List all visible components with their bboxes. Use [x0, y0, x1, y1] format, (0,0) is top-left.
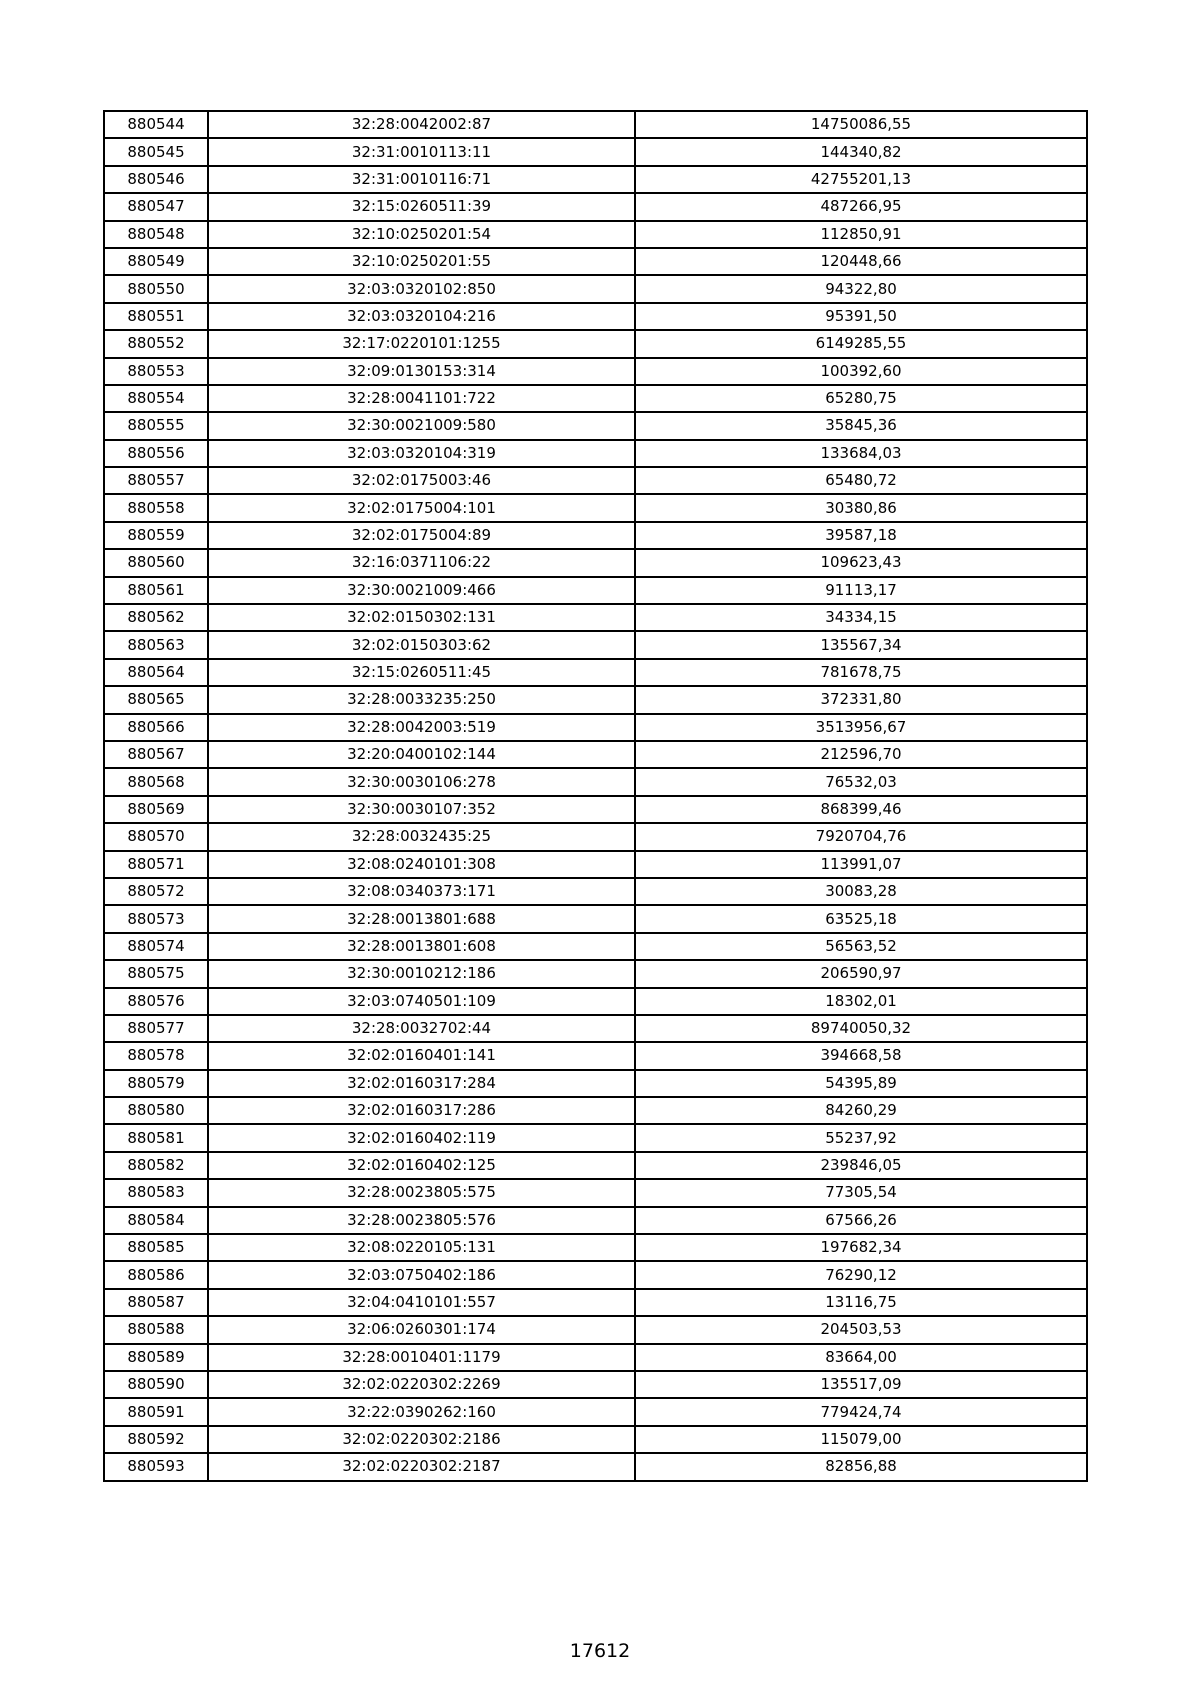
cadastral-number-cell: 32:30:0021009:580	[208, 412, 635, 439]
table-row	[104, 1070, 1087, 1097]
cadastral-number-cell: 32:28:0013801:608	[208, 933, 635, 960]
value-cell: 197682,34	[635, 1234, 1087, 1261]
row-number-cell: 880567	[104, 741, 208, 768]
row-number-cell: 880583	[104, 1179, 208, 1206]
value-cell: 55237,92	[635, 1124, 1087, 1151]
row-number-cell: 880575	[104, 960, 208, 987]
cadastral-number-cell: 32:28:0042002:87	[208, 111, 635, 138]
row-number-cell: 880545	[104, 138, 208, 165]
cadastral-number-cell: 32:28:0032702:44	[208, 1015, 635, 1042]
table-row	[104, 138, 1087, 165]
row-number-cell: 880576	[104, 988, 208, 1015]
row-number-cell: 880558	[104, 494, 208, 521]
cadastral-number-cell: 32:28:0032435:25	[208, 823, 635, 850]
cadastral-number-cell: 32:08:0240101:308	[208, 851, 635, 878]
cadastral-number-cell: 32:30:0021009:466	[208, 577, 635, 604]
value-cell: 779424,74	[635, 1398, 1087, 1425]
table-row	[104, 193, 1087, 220]
table-row	[104, 1453, 1087, 1480]
value-cell: 30380,86	[635, 494, 1087, 521]
value-cell: 7920704,76	[635, 823, 1087, 850]
table-row	[104, 960, 1087, 987]
cadastral-number-cell: 32:28:0041101:722	[208, 385, 635, 412]
cadastral-number-cell: 32:02:0175004:89	[208, 522, 635, 549]
cadastral-number-cell: 32:22:0390262:160	[208, 1398, 635, 1425]
table-row	[104, 604, 1087, 631]
value-cell: 65480,72	[635, 467, 1087, 494]
cadastral-number-cell: 32:02:0160401:141	[208, 1042, 635, 1069]
value-cell: 91113,17	[635, 577, 1087, 604]
cadastral-number-cell: 32:15:0260511:39	[208, 193, 635, 220]
table-row	[104, 796, 1087, 823]
table-row	[104, 275, 1087, 302]
value-cell: 56563,52	[635, 933, 1087, 960]
cadastral-number-cell: 32:03:0320104:216	[208, 303, 635, 330]
value-cell: 89740050,32	[635, 1015, 1087, 1042]
row-number-cell: 880591	[104, 1398, 208, 1425]
value-cell: 3513956,67	[635, 714, 1087, 741]
registry-table	[103, 110, 1088, 1482]
value-cell: 84260,29	[635, 1097, 1087, 1124]
row-number-cell: 880568	[104, 768, 208, 795]
value-cell: 487266,95	[635, 193, 1087, 220]
value-cell: 42755201,13	[635, 166, 1087, 193]
cadastral-number-cell: 32:28:0033235:250	[208, 686, 635, 713]
row-number-cell: 880587	[104, 1289, 208, 1316]
cadastral-number-cell: 32:15:0260511:45	[208, 659, 635, 686]
cadastral-number-cell: 32:02:0220302:2269	[208, 1371, 635, 1398]
table-row	[104, 1398, 1087, 1425]
row-number-cell: 880555	[104, 412, 208, 439]
table-row	[104, 714, 1087, 741]
row-number-cell: 880559	[104, 522, 208, 549]
value-cell: 135567,34	[635, 631, 1087, 658]
table-row	[104, 467, 1087, 494]
cadastral-number-cell: 32:17:0220101:1255	[208, 330, 635, 357]
value-cell: 65280,75	[635, 385, 1087, 412]
value-cell: 113991,07	[635, 851, 1087, 878]
row-number-cell: 880574	[104, 933, 208, 960]
row-number-cell: 880570	[104, 823, 208, 850]
table-row	[104, 522, 1087, 549]
row-number-cell: 880551	[104, 303, 208, 330]
value-cell: 120448,66	[635, 248, 1087, 275]
row-number-cell: 880544	[104, 111, 208, 138]
table-row	[104, 933, 1087, 960]
row-number-cell: 880584	[104, 1207, 208, 1234]
value-cell: 212596,70	[635, 741, 1087, 768]
table-row	[104, 1152, 1087, 1179]
value-cell: 781678,75	[635, 659, 1087, 686]
row-number-cell: 880547	[104, 193, 208, 220]
cadastral-number-cell: 32:02:0160317:286	[208, 1097, 635, 1124]
cadastral-number-cell: 32:30:0030106:278	[208, 768, 635, 795]
row-number-cell: 880585	[104, 1234, 208, 1261]
table-row	[104, 111, 1087, 138]
value-cell: 135517,09	[635, 1371, 1087, 1398]
row-number-cell: 880571	[104, 851, 208, 878]
table-row	[104, 1234, 1087, 1261]
table-row	[104, 905, 1087, 932]
row-number-cell: 880579	[104, 1070, 208, 1097]
table-row	[104, 303, 1087, 330]
table-row	[104, 1042, 1087, 1069]
table-row	[104, 1124, 1087, 1151]
value-cell: 95391,50	[635, 303, 1087, 330]
cadastral-number-cell: 32:16:0371106:22	[208, 549, 635, 576]
table-row	[104, 494, 1087, 521]
table-row	[104, 1289, 1087, 1316]
value-cell: 239846,05	[635, 1152, 1087, 1179]
row-number-cell: 880582	[104, 1152, 208, 1179]
row-number-cell: 880581	[104, 1124, 208, 1151]
row-number-cell: 880549	[104, 248, 208, 275]
table-row	[104, 166, 1087, 193]
value-cell: 372331,80	[635, 686, 1087, 713]
value-cell: 18302,01	[635, 988, 1087, 1015]
row-number-cell: 880552	[104, 330, 208, 357]
row-number-cell: 880588	[104, 1316, 208, 1343]
table-row	[104, 1316, 1087, 1343]
value-cell: 54395,89	[635, 1070, 1087, 1097]
value-cell: 76290,12	[635, 1261, 1087, 1288]
cadastral-number-cell: 32:02:0160402:119	[208, 1124, 635, 1151]
cadastral-number-cell: 32:28:0013801:688	[208, 905, 635, 932]
table-row	[104, 1426, 1087, 1453]
cadastral-number-cell: 32:02:0160317:284	[208, 1070, 635, 1097]
table-row	[104, 1015, 1087, 1042]
row-number-cell: 880572	[104, 878, 208, 905]
row-number-cell: 880593	[104, 1453, 208, 1480]
value-cell: 100392,60	[635, 358, 1087, 385]
table-row	[104, 631, 1087, 658]
row-number-cell: 880578	[104, 1042, 208, 1069]
cadastral-number-cell: 32:02:0175003:46	[208, 467, 635, 494]
row-number-cell: 880546	[104, 166, 208, 193]
table-row	[104, 686, 1087, 713]
row-number-cell: 880548	[104, 221, 208, 248]
row-number-cell: 880565	[104, 686, 208, 713]
value-cell: 30083,28	[635, 878, 1087, 905]
cadastral-number-cell: 32:28:0023805:575	[208, 1179, 635, 1206]
row-number-cell: 880563	[104, 631, 208, 658]
value-cell: 868399,46	[635, 796, 1087, 823]
cadastral-number-cell: 32:30:0030107:352	[208, 796, 635, 823]
cadastral-number-cell: 32:20:0400102:144	[208, 741, 635, 768]
row-number-cell: 880577	[104, 1015, 208, 1042]
table-row	[104, 549, 1087, 576]
value-cell: 133684,03	[635, 440, 1087, 467]
cadastral-number-cell: 32:10:0250201:55	[208, 248, 635, 275]
table-row	[104, 1371, 1087, 1398]
cadastral-number-cell: 32:04:0410101:557	[208, 1289, 635, 1316]
table-row	[104, 1207, 1087, 1234]
row-number-cell: 880586	[104, 1261, 208, 1288]
cadastral-number-cell: 32:02:0160402:125	[208, 1152, 635, 1179]
row-number-cell: 880556	[104, 440, 208, 467]
table-row	[104, 577, 1087, 604]
table-row	[104, 330, 1087, 357]
table-row	[104, 768, 1087, 795]
value-cell: 115079,00	[635, 1426, 1087, 1453]
cadastral-number-cell: 32:09:0130153:314	[208, 358, 635, 385]
table-row	[104, 248, 1087, 275]
value-cell: 67566,26	[635, 1207, 1087, 1234]
cadastral-number-cell: 32:10:0250201:54	[208, 221, 635, 248]
table-row	[104, 878, 1087, 905]
cadastral-number-cell: 32:31:0010113:11	[208, 138, 635, 165]
value-cell: 6149285,55	[635, 330, 1087, 357]
cadastral-number-cell: 32:03:0320104:319	[208, 440, 635, 467]
table-body	[104, 111, 1087, 1481]
value-cell: 63525,18	[635, 905, 1087, 932]
row-number-cell: 880589	[104, 1344, 208, 1371]
row-number-cell: 880561	[104, 577, 208, 604]
cadastral-number-cell: 32:03:0740501:109	[208, 988, 635, 1015]
table-row	[104, 823, 1087, 850]
row-number-cell: 880553	[104, 358, 208, 385]
cadastral-number-cell: 32:08:0340373:171	[208, 878, 635, 905]
value-cell: 35845,36	[635, 412, 1087, 439]
table-row	[104, 1097, 1087, 1124]
table-row	[104, 741, 1087, 768]
table-row	[104, 1344, 1087, 1371]
cadastral-number-cell: 32:03:0750402:186	[208, 1261, 635, 1288]
cadastral-number-cell: 32:28:0042003:519	[208, 714, 635, 741]
cadastral-number-cell: 32:28:0023805:576	[208, 1207, 635, 1234]
cadastral-number-cell: 32:08:0220105:131	[208, 1234, 635, 1261]
value-cell: 76532,03	[635, 768, 1087, 795]
row-number-cell: 880564	[104, 659, 208, 686]
row-number-cell: 880566	[104, 714, 208, 741]
table-row	[104, 358, 1087, 385]
table-row	[104, 385, 1087, 412]
cadastral-number-cell: 32:02:0150303:62	[208, 631, 635, 658]
value-cell: 109623,43	[635, 549, 1087, 576]
table-row	[104, 440, 1087, 467]
table-row	[104, 1261, 1087, 1288]
cadastral-number-cell: 32:02:0150302:131	[208, 604, 635, 631]
value-cell: 144340,82	[635, 138, 1087, 165]
table-row	[104, 988, 1087, 1015]
value-cell: 77305,54	[635, 1179, 1087, 1206]
cadastral-number-cell: 32:28:0010401:1179	[208, 1344, 635, 1371]
row-number-cell: 880562	[104, 604, 208, 631]
cadastral-number-cell: 32:06:0260301:174	[208, 1316, 635, 1343]
row-number-cell: 880554	[104, 385, 208, 412]
table-row	[104, 1179, 1087, 1206]
value-cell: 94322,80	[635, 275, 1087, 302]
row-number-cell: 880569	[104, 796, 208, 823]
cadastral-number-cell: 32:30:0010212:186	[208, 960, 635, 987]
value-cell: 204503,53	[635, 1316, 1087, 1343]
cadastral-number-cell: 32:02:0175004:101	[208, 494, 635, 521]
cadastral-number-cell: 32:02:0220302:2186	[208, 1426, 635, 1453]
cadastral-number-cell: 32:02:0220302:2187	[208, 1453, 635, 1480]
value-cell: 206590,97	[635, 960, 1087, 987]
table-row	[104, 221, 1087, 248]
row-number-cell: 880590	[104, 1371, 208, 1398]
row-number-cell: 880560	[104, 549, 208, 576]
page-number: 17612	[569, 1640, 631, 1662]
value-cell: 83664,00	[635, 1344, 1087, 1371]
row-number-cell: 880557	[104, 467, 208, 494]
table-row	[104, 659, 1087, 686]
row-number-cell: 880592	[104, 1426, 208, 1453]
row-number-cell: 880580	[104, 1097, 208, 1124]
value-cell: 14750086,55	[635, 111, 1087, 138]
cadastral-number-cell: 32:31:0010116:71	[208, 166, 635, 193]
value-cell: 394668,58	[635, 1042, 1087, 1069]
row-number-cell: 880550	[104, 275, 208, 302]
table-row	[104, 412, 1087, 439]
row-number-cell: 880573	[104, 905, 208, 932]
value-cell: 34334,15	[635, 604, 1087, 631]
value-cell: 112850,91	[635, 221, 1087, 248]
value-cell: 82856,88	[635, 1453, 1087, 1480]
cadastral-number-cell: 32:03:0320102:850	[208, 275, 635, 302]
table-row	[104, 851, 1087, 878]
value-cell: 13116,75	[635, 1289, 1087, 1316]
value-cell: 39587,18	[635, 522, 1087, 549]
